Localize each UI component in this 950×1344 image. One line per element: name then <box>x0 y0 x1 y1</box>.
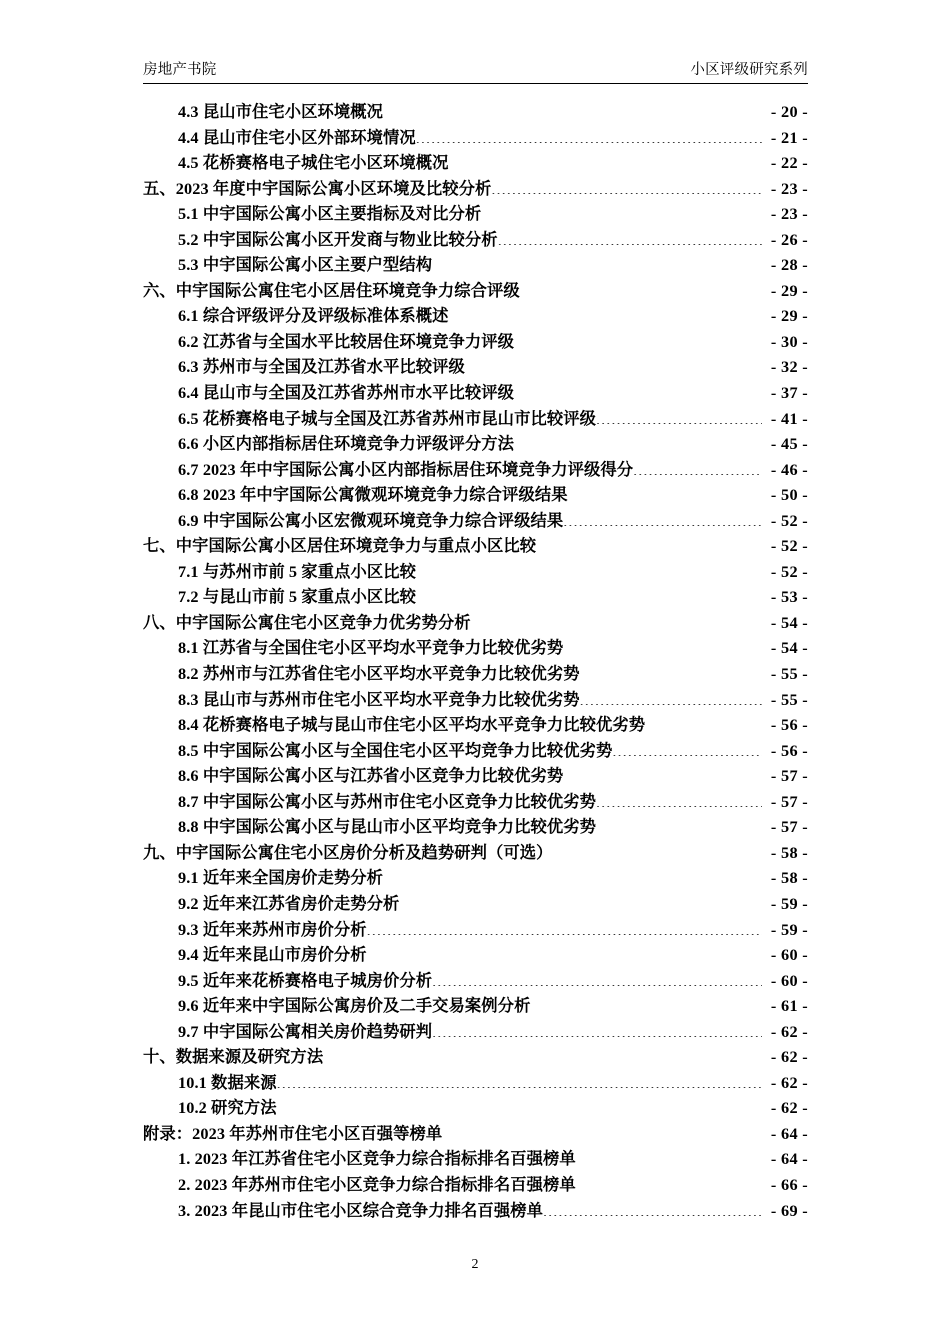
toc-entry[interactable] <box>143 176 808 202</box>
toc-dot-leader <box>432 1020 762 1036</box>
toc-entry-label: 4.5 花桥赛格电子城住宅小区环境概况 <box>178 153 449 173</box>
toc-entry-page-number: - 62 - <box>770 1072 808 1092</box>
toc-dot-leader <box>576 1148 762 1164</box>
toc-entry[interactable] <box>143 303 808 329</box>
toc-entry-page-number: - 37 - <box>770 383 808 403</box>
toc-dot-leader <box>416 126 762 142</box>
toc-entry-label: 4.4 昆山市住宅小区外部环境情况 <box>178 127 416 147</box>
toc-dot-leader <box>416 561 762 577</box>
toc-entry[interactable] <box>143 712 808 738</box>
toc-entry-page-number: - 22 - <box>770 153 808 173</box>
toc-entry-page-number: - 55 - <box>770 664 808 684</box>
toc-entry-page-number: - 55 - <box>770 689 808 709</box>
toc-entry-label: 6.4 昆山市与全国及江苏省苏州市水平比较评级 <box>178 383 515 403</box>
toc-entry[interactable] <box>143 1146 808 1172</box>
toc-entry-label: 8.5 中宇国际公寓小区与全国住宅小区平均竞争力比较优劣势 <box>178 740 613 760</box>
toc-dot-leader <box>367 944 762 960</box>
toc-dot-leader <box>563 637 762 653</box>
toc-dot-leader <box>596 407 762 423</box>
toc-entry-page-number: - 56 - <box>770 715 808 735</box>
toc-entry-label: 6.6 小区内部指标居住环境竞争力评级评分方法 <box>178 434 515 454</box>
toc-entry-label: 七、中宇国际公寓小区居住环境竞争力与重点小区比较 <box>143 536 537 556</box>
toc-entry-page-number: - 41 - <box>770 408 808 428</box>
toc-entry-label: 6.7 2023 年中宇国际公寓小区内部指标居住环境竞争力评级得分 <box>178 459 634 479</box>
toc-dot-leader <box>471 612 762 628</box>
toc-entry-label: 7.1 与苏州市前 5 家重点小区比较 <box>178 561 416 581</box>
toc-entry-label: 8.2 苏州市与江苏省住宅小区平均水平竞争力比较优劣势 <box>178 664 580 684</box>
toc-dot-leader <box>465 356 762 372</box>
toc-entry-label: 10.2 研究方法 <box>178 1098 277 1118</box>
toc-entry-page-number: - 21 - <box>770 127 808 147</box>
toc-entry-page-number: - 58 - <box>770 842 808 862</box>
toc-dot-leader <box>645 714 762 730</box>
toc-entry-label: 9.3 近年来苏州市房价分析 <box>178 919 367 939</box>
toc-dot-leader <box>612 739 762 755</box>
toc-entry-page-number: - 56 - <box>770 740 808 760</box>
toc-entry[interactable] <box>143 201 808 227</box>
toc-dot-leader <box>416 586 762 602</box>
toc-dot-leader <box>491 177 762 193</box>
toc-dot-leader <box>576 1174 762 1190</box>
toc-entry-page-number: - 60 - <box>770 970 808 990</box>
toc-entry-page-number: - 61 - <box>770 996 808 1016</box>
toc-dot-leader <box>442 1123 762 1139</box>
toc-entry-label: 附录：2023 年苏州市住宅小区百强等榜单 <box>143 1123 443 1143</box>
toc-entry[interactable] <box>143 406 808 432</box>
toc-dot-leader <box>367 918 762 934</box>
toc-entry-page-number: - 64 - <box>770 1149 808 1169</box>
toc-entry[interactable] <box>143 865 808 891</box>
toc-entry-label: 9.2 近年来江苏省房价走势分析 <box>178 893 400 913</box>
toc-dot-leader <box>383 867 762 883</box>
toc-entry-page-number: - 54 - <box>770 612 808 632</box>
toc-entry-page-number: - 66 - <box>770 1174 808 1194</box>
toc-dot-leader <box>568 484 762 500</box>
toc-dot-leader <box>432 969 762 985</box>
toc-dot-leader <box>383 101 762 117</box>
toc-entry-page-number: - 52 - <box>770 561 808 581</box>
toc-entry[interactable] <box>143 763 808 789</box>
toc-entry-label: 8.7 中宇国际公寓小区与苏州市住宅小区竞争力比较优劣势 <box>178 791 596 811</box>
header-left-title: 房地产书院 <box>143 62 217 78</box>
toc-dot-leader <box>596 790 762 806</box>
header-right-title: 小区评级研究系列 <box>690 62 808 78</box>
toc-entry-page-number: - 30 - <box>770 331 808 351</box>
toc-entry-page-number: - 26 - <box>770 229 808 249</box>
toc-dot-leader <box>449 152 762 168</box>
toc-dot-leader <box>277 1071 762 1087</box>
toc-entry[interactable] <box>143 1019 808 1045</box>
toc-entry-label: 6.1 综合评级评分及评级标准体系概述 <box>178 306 449 326</box>
toc-dot-leader <box>481 203 762 219</box>
toc-entry-page-number: - 29 - <box>770 306 808 326</box>
toc-dot-leader <box>580 663 762 679</box>
toc-entry-label: 九、中宇国际公寓住宅小区房价分析及趋势研判（可选） <box>143 842 553 862</box>
toc-entry-label: 7.2 与昆山市前 5 家重点小区比较 <box>178 587 416 607</box>
toc-entry[interactable] <box>143 1121 808 1147</box>
toc-entry-label: 6.8 2023 年中宇国际公寓微观环境竞争力综合评级结果 <box>178 485 568 505</box>
toc-entry-page-number: - 57 - <box>770 766 808 786</box>
toc-dot-leader <box>498 228 762 244</box>
toc-entry[interactable] <box>143 227 808 253</box>
toc-entry-label: 9.4 近年来昆山市房价分析 <box>178 945 367 965</box>
toc-entry[interactable] <box>143 687 808 713</box>
toc-entry-label: 3. 2023 年昆山市住宅小区综合竞争力排名百强榜单 <box>178 1200 543 1220</box>
toc-entry[interactable] <box>143 533 808 559</box>
toc-dot-leader <box>514 382 762 398</box>
toc-entry-page-number: - 23 - <box>770 178 808 198</box>
toc-entry[interactable] <box>143 814 808 840</box>
toc-entry-label: 6.3 苏州市与全国及江苏省水平比较评级 <box>178 357 465 377</box>
toc-entry[interactable] <box>143 99 808 125</box>
footer-page-number: 2 <box>471 1257 479 1272</box>
toc-entry-label: 8.1 江苏省与全国住宅小区平均水平竞争力比较优劣势 <box>178 638 564 658</box>
toc-entry[interactable] <box>143 891 808 917</box>
toc-dot-leader <box>514 331 762 347</box>
toc-dot-leader <box>520 280 762 296</box>
toc-entry[interactable] <box>143 993 808 1019</box>
toc-entry-page-number: - 46 - <box>770 459 808 479</box>
toc-dot-leader <box>449 305 762 321</box>
toc-entry-label: 5.2 中宇国际公寓小区开发商与物业比较分析 <box>178 229 498 249</box>
toc-entry[interactable] <box>143 431 808 457</box>
toc-entry[interactable] <box>143 278 808 304</box>
toc-entry[interactable] <box>143 968 808 994</box>
toc-dot-leader <box>563 765 762 781</box>
page-header <box>143 60 808 84</box>
toc-entry[interactable] <box>143 1198 808 1224</box>
toc-entry-page-number: - 57 - <box>770 791 808 811</box>
toc-entry-label: 9.1 近年来全国房价走势分析 <box>178 868 384 888</box>
table-of-contents <box>143 99 808 1223</box>
toc-entry-label: 6.9 中宇国际公寓小区宏微观环境竞争力综合评级结果 <box>178 510 564 530</box>
toc-entry-page-number: - 45 - <box>770 434 808 454</box>
toc-entry[interactable] <box>143 559 808 585</box>
toc-entry[interactable] <box>143 1044 808 1070</box>
toc-entry-page-number: - 62 - <box>770 1021 808 1041</box>
toc-entry-page-number: - 32 - <box>770 357 808 377</box>
toc-entry-label: 8.4 花桥赛格电子城与昆山市住宅小区平均水平竞争力比较优劣势 <box>178 715 646 735</box>
toc-entry-label: 9.7 中宇国际公寓相关房价趋势研判 <box>178 1021 433 1041</box>
toc-entry-page-number: - 59 - <box>770 893 808 913</box>
toc-entry[interactable] <box>143 457 808 483</box>
toc-dot-leader <box>323 1046 762 1062</box>
toc-entry-label: 8.3 昆山市与苏州市住宅小区平均水平竞争力比较优劣势 <box>178 689 580 709</box>
toc-entry-page-number: - 58 - <box>770 868 808 888</box>
toc-entry[interactable] <box>143 1172 808 1198</box>
toc-entry-page-number: - 59 - <box>770 919 808 939</box>
toc-entry-page-number: - 62 - <box>770 1047 808 1067</box>
toc-entry[interactable] <box>143 482 808 508</box>
toc-entry[interactable] <box>143 917 808 943</box>
toc-entry-label: 六、中宇国际公寓住宅小区居住环境竞争力综合评级 <box>143 280 520 300</box>
toc-dot-leader <box>633 458 762 474</box>
toc-entry-page-number: - 54 - <box>770 638 808 658</box>
toc-entry[interactable] <box>143 329 808 355</box>
toc-entry-page-number: - 53 - <box>770 587 808 607</box>
toc-entry-page-number: - 52 - <box>770 536 808 556</box>
toc-dot-leader <box>530 995 762 1011</box>
toc-dot-leader <box>514 433 762 449</box>
toc-entry[interactable] <box>143 610 808 636</box>
toc-entry-page-number: - 57 - <box>770 817 808 837</box>
toc-dot-leader <box>580 688 762 704</box>
toc-entry[interactable] <box>143 150 808 176</box>
toc-dot-leader <box>399 893 762 909</box>
toc-entry[interactable] <box>143 1095 808 1121</box>
toc-entry[interactable] <box>143 508 808 534</box>
toc-entry[interactable] <box>143 738 808 764</box>
toc-dot-leader <box>277 1097 762 1113</box>
toc-entry[interactable] <box>143 1070 808 1096</box>
toc-entry-page-number: - 29 - <box>770 280 808 300</box>
toc-entry-page-number: - 20 - <box>770 102 808 121</box>
toc-entry[interactable] <box>143 942 808 968</box>
toc-entry-page-number: - 23 - <box>770 204 808 224</box>
toc-entry-page-number: - 52 - <box>770 510 808 530</box>
toc-entry-page-number: - 62 - <box>770 1098 808 1118</box>
toc-dot-leader <box>596 816 762 832</box>
toc-entry-label: 6.2 江苏省与全国水平比较居住环境竞争力评级 <box>178 331 515 351</box>
toc-entry[interactable] <box>143 354 808 380</box>
toc-entry-label: 1. 2023 年江苏省住宅小区竞争力综合指标排名百强榜单 <box>178 1149 576 1169</box>
toc-entry[interactable] <box>143 661 808 687</box>
toc-entry[interactable] <box>143 840 808 866</box>
toc-entry[interactable] <box>143 380 808 406</box>
toc-dot-leader <box>536 535 762 551</box>
toc-entry-label: 5.1 中宇国际公寓小区主要指标及对比分析 <box>178 204 482 224</box>
toc-entry-label: 5.3 中宇国际公寓小区主要户型结构 <box>178 255 433 275</box>
toc-entry-label: 9.5 近年来花桥赛格电子城房价分析 <box>178 970 433 990</box>
toc-entry-page-number: - 50 - <box>770 485 808 505</box>
toc-entry[interactable] <box>143 252 808 278</box>
toc-entry-label: 十、数据来源及研究方法 <box>143 1047 324 1067</box>
toc-entry-label: 4.3 昆山市住宅小区环境概况 <box>178 102 384 121</box>
toc-entry[interactable] <box>143 789 808 815</box>
toc-entry-label: 2. 2023 年苏州市住宅小区竞争力综合指标排名百强榜单 <box>178 1174 576 1194</box>
toc-dot-leader <box>553 842 762 858</box>
toc-entry-label: 10.1 数据来源 <box>178 1072 277 1092</box>
toc-entry[interactable] <box>143 125 808 151</box>
toc-entry-label: 8.6 中宇国际公寓小区与江苏省小区竞争力比较优劣势 <box>178 766 564 786</box>
toc-entry-page-number: - 60 - <box>770 945 808 965</box>
toc-entry-label: 八、中宇国际公寓住宅小区竞争力优劣势分析 <box>143 612 471 632</box>
toc-dot-leader <box>543 1199 762 1215</box>
toc-entry-label: 五、2023 年度中宇国际公寓小区环境及比较分析 <box>143 178 492 198</box>
toc-entry-label: 8.8 中宇国际公寓小区与昆山市小区平均竞争力比较优劣势 <box>178 817 596 837</box>
toc-dot-leader <box>563 509 762 525</box>
toc-entry[interactable] <box>143 635 808 661</box>
page-footer <box>0 1256 950 1274</box>
toc-entry-page-number: - 64 - <box>770 1123 808 1143</box>
toc-entry-label: 6.5 花桥赛格电子城与全国及江苏省苏州市昆山市比较评级 <box>178 408 596 428</box>
toc-dot-leader <box>432 254 762 270</box>
toc-entry-page-number: - 28 - <box>770 255 808 275</box>
toc-entry-label: 9.6 近年来中宇国际公寓房价及二手交易案例分析 <box>178 996 531 1016</box>
toc-entry[interactable] <box>143 584 808 610</box>
toc-entry-page-number: - 69 - <box>770 1200 808 1220</box>
